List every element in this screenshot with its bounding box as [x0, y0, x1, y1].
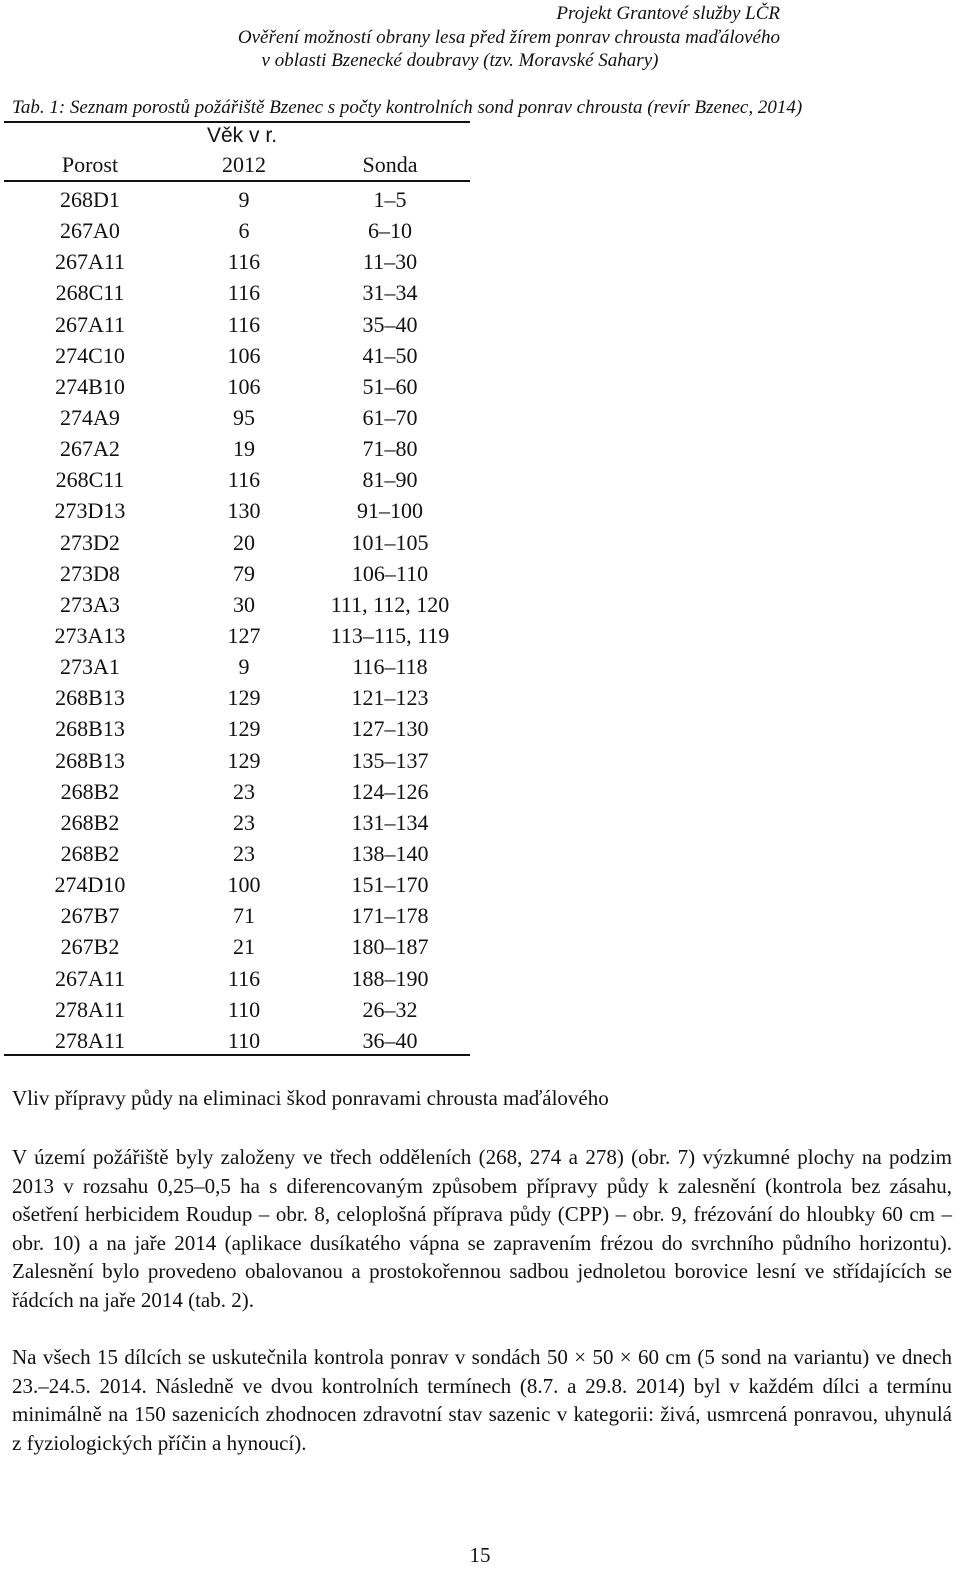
cell-porost: 268B13 — [55, 716, 125, 742]
column-header-age-2012: 2012 — [222, 152, 266, 177]
table-row — [4, 745, 470, 776]
cell-sonda: 11–30 — [362, 249, 418, 275]
cell-age: 19 — [233, 436, 255, 462]
cell-sonda: 26–32 — [362, 996, 418, 1022]
table-row — [4, 277, 470, 308]
cell-porost: 268B13 — [55, 685, 125, 711]
table-row — [4, 1025, 470, 1056]
cell-sonda: 131–134 — [351, 809, 429, 835]
table-bottom-divider — [4, 1054, 470, 1056]
cell-sonda: 151–170 — [351, 872, 429, 898]
cell-age: 129 — [227, 747, 261, 773]
table-row — [4, 838, 470, 869]
cell-sonda: 36–40 — [362, 1027, 418, 1053]
cell-sonda: 1–5 — [373, 187, 407, 212]
table-row — [4, 464, 470, 495]
cell-porost: 274A9 — [60, 404, 120, 430]
table-row — [4, 682, 470, 713]
cell-sonda: 113–115, 119 — [330, 622, 450, 648]
cell-sonda: 51–60 — [362, 373, 418, 399]
cell-porost: 267B7 — [60, 903, 120, 929]
section-title: Vliv přípravy půdy na eliminaci škod ponravami chrousta maďálového — [12, 1086, 609, 1110]
cell-porost: 273A1 — [60, 654, 120, 680]
table-row — [4, 527, 470, 558]
cell-age: 23 — [233, 778, 255, 804]
cell-age: 116 — [227, 467, 261, 493]
header-subtitle-line1: Ověření možností obrany lesa před žírem ponrav chrousta maďálového — [237, 26, 780, 48]
table-row — [4, 184, 470, 215]
table-row — [4, 963, 470, 994]
table-row — [4, 215, 470, 246]
table-header-row — [4, 152, 470, 180]
cell-sonda: 101–105 — [351, 529, 429, 555]
table-row — [4, 620, 470, 651]
table-row — [4, 402, 470, 433]
cell-age: 20 — [233, 529, 255, 555]
cell-porost: 268B13 — [55, 747, 125, 773]
cell-age: 79 — [233, 560, 255, 586]
paragraph-research-plots: V území požářiště byly založeny ve třech odděleních (268, 274 a 278) (obr. 7) výzkumné plochy na podzim 2013 v rozsahu 0,25–0,5 ha s diferencovaným způsobem přípravy půdy k zalesnění (kontrola bez zásahu, ošetření herbicidem Roudup – obr. 8, celoplošná příprava půdy (CPP) – obr. 9, frézování do hloubky 60 cm – obr. 10) a na jaře 2014 (aplikace dusíkatého vápna se zapravením frézou do svrchního půdního horizontu). Zalesnění bylo provedeno obalovanou a prostokořennou sadbou jednoletou borovice lesní ve střídajících se řádcích na jaře 2014 (tab. 2). — [12, 1145, 952, 1312]
cell-porost: 267A0 — [60, 218, 120, 244]
cell-porost: 268C11 — [55, 467, 125, 493]
header-subtitle-line2: v oblasti Bzenecké doubravy (tzv. Moravské Sahary) — [261, 50, 659, 71]
page-header — [80, 2, 780, 73]
cell-porost: 267A11 — [54, 249, 126, 275]
cell-age: 129 — [227, 716, 261, 742]
caption-divider — [4, 121, 470, 123]
cell-sonda: 81–90 — [362, 467, 418, 493]
column-header-sonda: Sonda — [362, 152, 418, 177]
cell-porost: 267B2 — [60, 934, 120, 960]
cell-age: 106 — [227, 342, 261, 368]
cell-porost: 268B2 — [60, 778, 120, 804]
cell-porost: 273D8 — [60, 560, 120, 586]
paragraph-grub-control: Na všech 15 dílcích se uskutečnila kontrola ponrav v sondách 50 × 50 × 60 cm (5 sond na variantu) ve dnech 23.–24.5. 2014. Následně ve dvou kontrolních termínech (8.7. a 29.8. 2014) byl v každém dílci a termínu minimálně na 150 sazenicích zhodnocen zdravotní stav sazenic v kategorii: živá, usmrcená ponravou, uhynulá z fyziologických příčin a hynoucí). — [12, 1345, 952, 1455]
cell-sonda: 124–126 — [351, 778, 429, 804]
cell-porost: 267A11 — [54, 311, 126, 337]
cell-porost: 273D2 — [60, 529, 120, 555]
column-header-porost: Porost — [61, 152, 119, 177]
cell-porost: 273A3 — [60, 591, 120, 617]
cell-porost: 274B10 — [55, 373, 125, 399]
cell-porost: 273D13 — [54, 498, 126, 524]
cell-sonda: 188–190 — [351, 965, 429, 991]
table-row — [4, 495, 470, 526]
table-caption: Tab. 1: Seznam porostů požářiště Bzenec s počty kontrolních sond ponrav chrousta (revír Bzenec, 2014) — [12, 97, 803, 118]
header-divider — [4, 180, 470, 182]
table-body — [4, 184, 470, 1056]
table-row — [4, 776, 470, 807]
cell-porost: 278A11 — [54, 996, 126, 1022]
cell-age: 116 — [227, 249, 261, 275]
cell-porost: 267A2 — [60, 436, 120, 462]
header-project-title: Projekt Grantové služby LČR — [556, 3, 780, 24]
table-row — [4, 246, 470, 277]
cell-sonda: 31–34 — [362, 280, 418, 306]
table-row — [4, 807, 470, 838]
cell-age: 110 — [227, 996, 261, 1022]
cell-sonda: 106–110 — [351, 560, 429, 586]
cell-age: 23 — [233, 840, 255, 866]
cell-age: 9 — [238, 654, 250, 680]
cell-age: 71 — [233, 903, 255, 929]
cell-age: 116 — [227, 965, 261, 991]
cell-sonda: 6–10 — [368, 218, 412, 244]
table-row — [4, 589, 470, 620]
table-row — [4, 900, 470, 931]
cell-sonda: 171–178 — [351, 903, 429, 929]
cell-age: 30 — [233, 591, 255, 617]
cell-age: 9 — [238, 187, 250, 212]
cell-porost: 273A13 — [54, 622, 126, 648]
cell-age: 95 — [233, 404, 255, 430]
cell-age: 21 — [233, 934, 255, 960]
age-header-top: Věk v r. — [207, 124, 278, 147]
cell-sonda: 135–137 — [351, 747, 429, 773]
cell-sonda: 41–50 — [362, 342, 418, 368]
cell-age: 129 — [227, 685, 261, 711]
cell-age: 116 — [227, 280, 261, 306]
cell-age: 116 — [227, 311, 261, 337]
table-row — [4, 558, 470, 589]
table-row — [4, 931, 470, 962]
table-row — [4, 713, 470, 744]
cell-sonda: 111, 112, 120 — [330, 591, 450, 617]
cell-age: 127 — [227, 622, 261, 648]
cell-sonda: 138–140 — [351, 840, 429, 866]
cell-porost: 274D10 — [54, 872, 126, 898]
cell-porost: 278A11 — [54, 1027, 126, 1053]
cell-age: 130 — [227, 498, 261, 524]
table-row — [4, 371, 470, 402]
cell-sonda: 35–40 — [362, 311, 418, 337]
cell-porost: 268C11 — [55, 280, 125, 306]
page-number: 15 — [469, 1543, 491, 1567]
cell-age: 100 — [227, 872, 261, 898]
cell-age: 23 — [233, 809, 255, 835]
table-row — [4, 433, 470, 464]
cell-sonda: 61–70 — [362, 404, 418, 430]
table-row — [4, 340, 470, 371]
cell-sonda: 121–123 — [351, 685, 429, 711]
cell-sonda: 180–187 — [351, 934, 429, 960]
cell-age: 6 — [238, 218, 250, 244]
cell-porost: 268B2 — [60, 809, 120, 835]
table-row — [4, 309, 470, 340]
cell-age: 110 — [227, 1027, 261, 1053]
table-row — [4, 869, 470, 900]
cell-age: 106 — [227, 373, 261, 399]
cell-porost: 274C10 — [55, 342, 125, 368]
cell-sonda: 127–130 — [351, 716, 429, 742]
cell-porost: 268B2 — [60, 840, 120, 866]
cell-porost: 268D1 — [60, 187, 120, 212]
cell-sonda: 116–118 — [352, 654, 428, 680]
table-row — [4, 994, 470, 1025]
cell-sonda: 91–100 — [357, 498, 423, 524]
cell-porost: 267A11 — [54, 965, 126, 991]
cell-sonda: 71–80 — [362, 436, 418, 462]
table-row — [4, 651, 470, 682]
